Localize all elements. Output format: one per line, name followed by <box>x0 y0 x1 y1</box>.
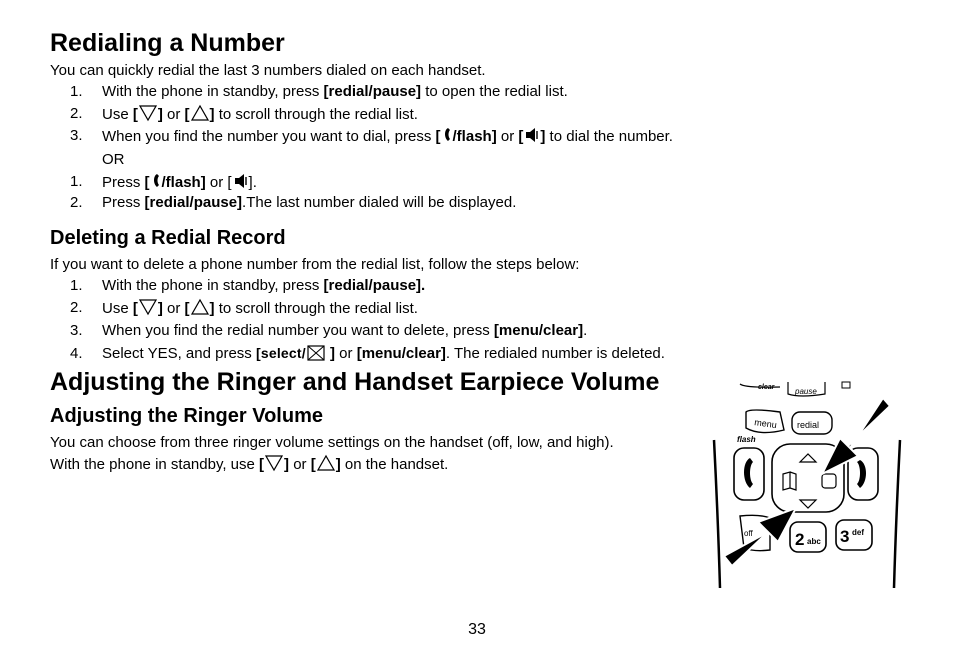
step-text: ]. <box>248 174 257 191</box>
talk-icon <box>442 126 452 144</box>
down-arrow-icon <box>139 104 157 122</box>
talk-icon <box>151 172 161 190</box>
subsection-title-ringer-volume: Adjusting the Ringer Volume <box>50 405 323 427</box>
section-title-deleting: Deleting a Redial Record <box>50 227 286 249</box>
handset-illustration <box>700 378 920 593</box>
phone-menu-label: menu <box>753 417 778 431</box>
phone-talk-button <box>734 448 764 500</box>
bracket: [ <box>132 106 138 123</box>
phone-off-label: off <box>744 529 753 538</box>
key-flash: /flash] <box>452 128 497 145</box>
step-text: Use <box>102 106 133 123</box>
key-select: [select/ <box>255 345 306 361</box>
speaker-icon <box>524 126 539 144</box>
step-text: When you find the redial number you want to delete, press <box>102 322 494 339</box>
phone-book-icon <box>783 472 796 490</box>
step-text: When you find the number you want to dial, press <box>102 128 436 145</box>
step-text: With the phone in standby, press <box>102 277 324 294</box>
phone-key2-digit: 2 <box>795 530 805 549</box>
phone-caller-id-icon <box>822 474 836 488</box>
step-number: 1. <box>70 277 83 294</box>
section-intro-deleting: If you want to delete a phone number from the redial list, follow the steps below: <box>50 256 580 273</box>
bracket: ] <box>157 106 163 123</box>
phone-redial-label: redial <box>797 420 820 430</box>
step-text: on the handset. <box>340 456 449 473</box>
section-title-ringer: Adjusting the Ringer and Handset Earpiece Volume <box>50 368 660 396</box>
ringer-para-2: With the phone in standby, use [ ] or [ ] on the handset. <box>50 456 449 473</box>
step-text: to scroll through the redial list. <box>214 106 418 123</box>
key-redial-pause: [redial/pause]. <box>323 277 426 294</box>
step-text: or [ <box>205 174 232 191</box>
step-number: 4. <box>70 345 83 362</box>
step-number: 3. <box>70 127 83 144</box>
phone-key-3 <box>836 520 872 550</box>
step-text: to dial the number. <box>545 128 673 145</box>
step-text: or <box>335 345 357 362</box>
up-arrow-icon <box>317 454 335 472</box>
phone-menu-button <box>746 410 784 433</box>
step-text: or <box>289 456 311 473</box>
step-text: With the phone in standby, press <box>102 83 324 100</box>
step-number: 1. <box>70 83 83 100</box>
step-text: .The last number dialed will be displayed. <box>242 194 517 211</box>
step-number: 2. <box>70 105 83 122</box>
phone-pause-label: pause <box>795 387 817 396</box>
speaker-icon <box>233 172 248 190</box>
key-redial-pause: [redial/pause] <box>144 194 243 211</box>
phone-key3-letters: def <box>852 528 864 537</box>
up-arrow-icon <box>191 298 209 316</box>
step-text: Press <box>102 174 145 191</box>
step-text: Press <box>102 194 145 211</box>
step-number: 2. <box>70 299 83 316</box>
step-number: 3. <box>70 322 83 339</box>
down-arrow-icon <box>139 298 157 316</box>
step-text: . <box>583 322 588 339</box>
up-arrow-icon <box>191 104 209 122</box>
phone-flash-label: flash <box>737 435 756 444</box>
section-title-redialing: Redialing a Number <box>50 29 285 57</box>
phone-key-2 <box>790 522 826 552</box>
down-arrow-icon <box>265 454 283 472</box>
key-menu-clear: [menu/clear] <box>493 322 584 339</box>
key-flash: /flash] <box>161 174 206 191</box>
step-text: or <box>162 300 185 317</box>
step-text: to scroll through the redial list. <box>214 300 418 317</box>
ringer-para-1: You can choose from three ringer volume settings on the handset (off, low, and high). <box>50 434 614 451</box>
step-text: With the phone in standby, use <box>50 456 260 473</box>
section-intro-redialing: You can quickly redial the last 3 numbers dialed on each handset. <box>50 62 486 79</box>
key-redial-pause: [redial/pause] <box>323 83 422 100</box>
bracket: ] <box>325 345 336 362</box>
envelope-icon <box>307 345 325 361</box>
phone-up-arrow-icon <box>800 454 816 462</box>
step-text: Use <box>102 300 133 317</box>
step-text: Select YES, and press <box>102 345 256 362</box>
phone-key3-digit: 3 <box>840 527 850 546</box>
or-label: OR <box>102 151 125 168</box>
step-text: or <box>162 106 185 123</box>
step-number: 2. <box>70 194 83 211</box>
key-menu-clear: [menu/clear] <box>356 345 446 362</box>
pointer-arrow-lower <box>724 508 796 566</box>
step-number: 1. <box>70 173 83 190</box>
step-text: to open the redial list. <box>421 83 568 100</box>
phone-clear-label: clear <box>758 384 775 391</box>
page-number: 33 <box>468 621 486 638</box>
pointer-arrow-upper <box>822 398 890 474</box>
step-text: or <box>496 128 519 145</box>
phone-down-arrow-icon <box>800 500 816 508</box>
phone-key2-letters: abc <box>807 537 821 546</box>
step-text: . The redialed number is deleted. <box>445 345 665 362</box>
phone-redial-button <box>792 412 832 434</box>
